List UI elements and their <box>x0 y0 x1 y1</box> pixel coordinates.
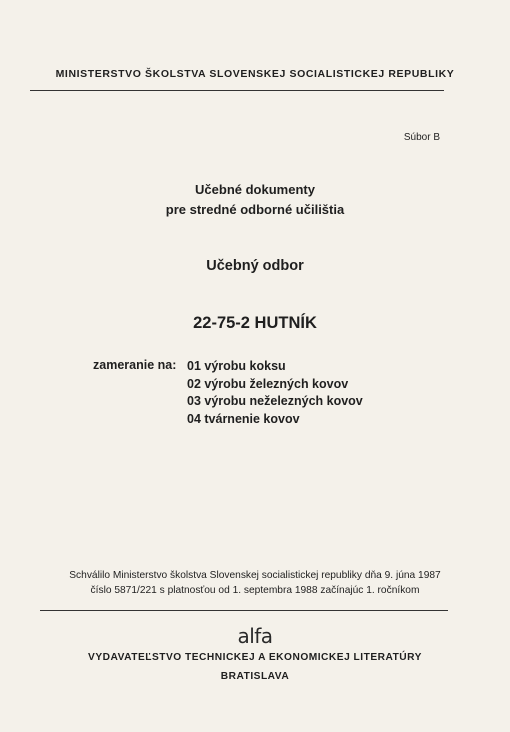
publisher-name: VYDAVATEĽSTVO TECHNICKEJ A EKONOMICKEJ LITERATÚRY <box>88 652 422 663</box>
specialization-list <box>187 358 363 428</box>
specialization-item: 04 tvárnenie kovov <box>187 411 300 426</box>
footer-divider <box>40 610 448 611</box>
publisher-logo-text: alfa <box>237 624 273 648</box>
approval-line-2: číslo 5871/221 s platnosťou od 1. septembra 1988 začínajúc 1. ročníkom <box>90 585 420 596</box>
documents-title <box>0 180 510 220</box>
specialization-label: zameranie na: <box>93 358 177 372</box>
publisher-city: BRATISLAVA <box>220 671 290 682</box>
ministry-header: MINISTERSTVO ŠKOLSTVA SLOVENSKEJ SOCIALISTICKEJ REPUBLIKY <box>55 68 455 80</box>
specialization-item: 02 výrobu železných kovov <box>187 376 349 391</box>
specialization-item: 01 výrobu koksu <box>187 359 286 373</box>
approval-note <box>0 568 510 598</box>
specialization-item: 03 výrobu neželezných kovov <box>187 394 363 408</box>
publisher-logo <box>0 624 510 648</box>
subor-label: Súbor B <box>403 132 440 143</box>
field-label: Učebný odbor <box>206 258 304 274</box>
approval-line-1: Schválilo Ministerstvo školstva Slovenskej socialistickej republiky dňa 9. júna 1987 <box>69 570 441 581</box>
documents-line-2: pre stredné odborné učilištia <box>165 202 345 217</box>
header-divider <box>30 90 444 91</box>
field-code-title: 22-75-2 HUTNÍK <box>193 314 317 332</box>
publisher-info <box>0 648 510 686</box>
documents-line-1: Učebné dokumenty <box>195 182 315 197</box>
